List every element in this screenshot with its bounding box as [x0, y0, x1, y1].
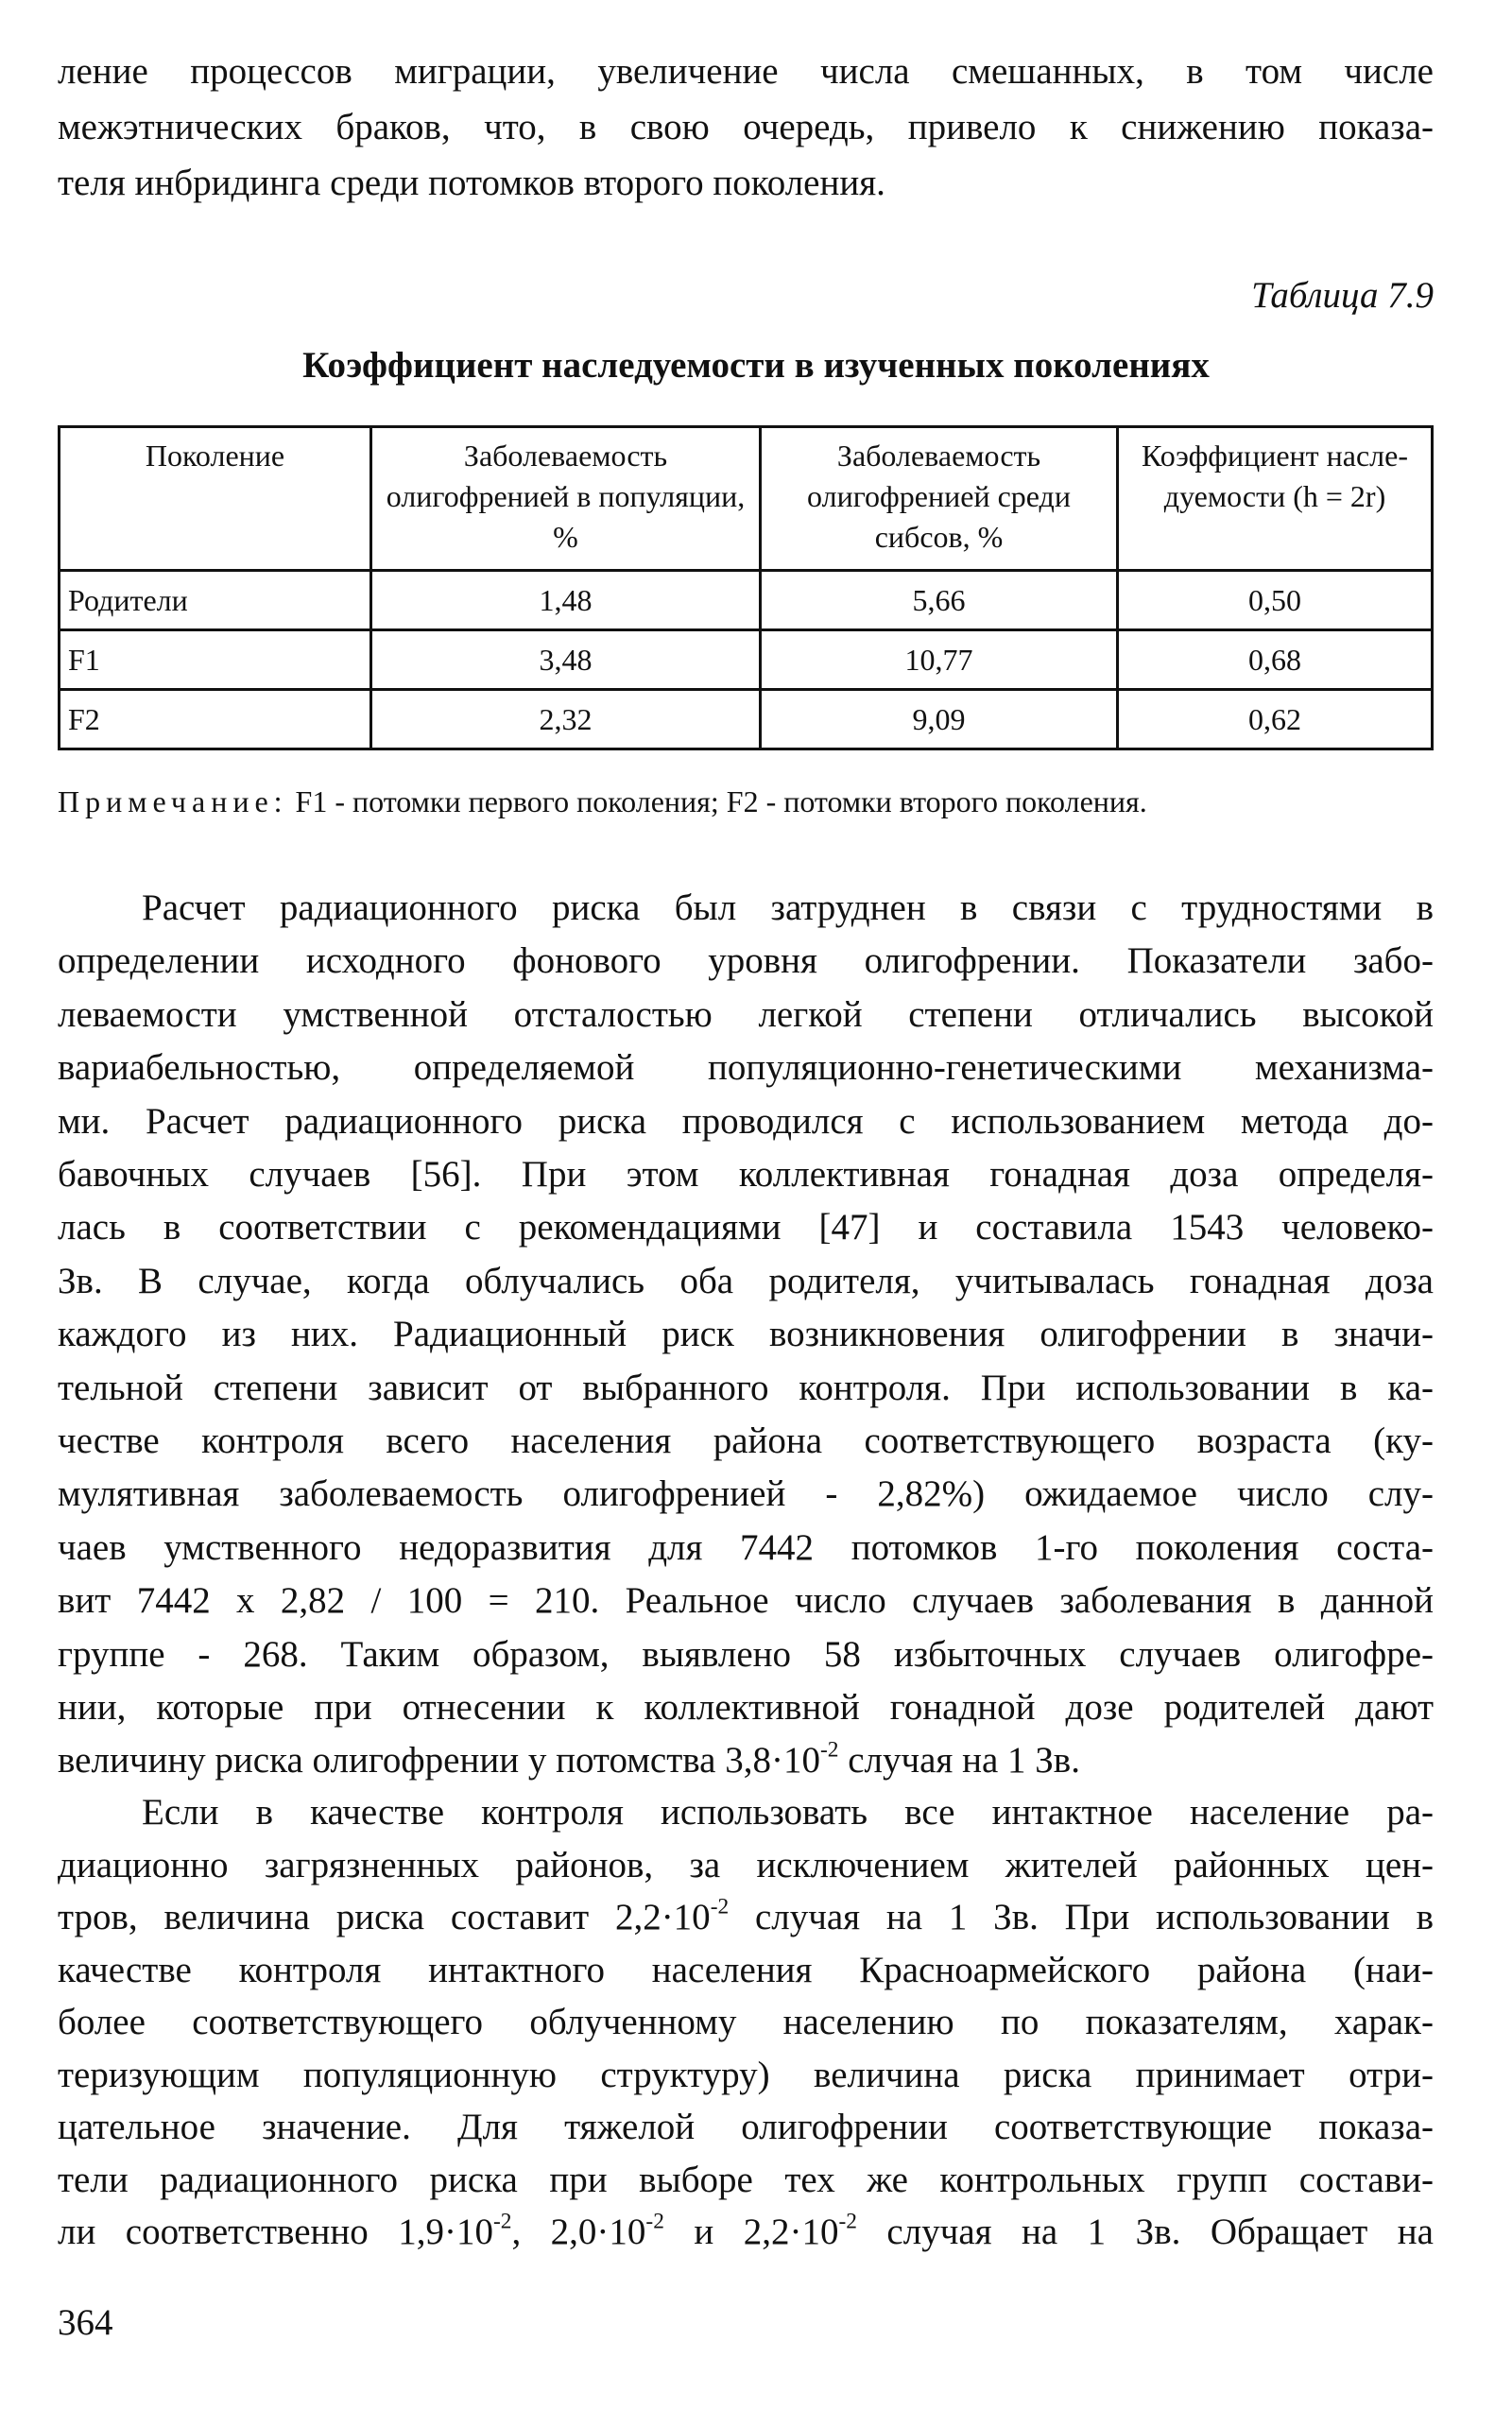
- text-segment: тели радиационного риска при выборе тех же контрольных групп состави-: [58, 2159, 1434, 2200]
- cell-population-incidence: 2,32: [371, 690, 761, 749]
- text-line: [58, 1201, 1434, 1254]
- text-line: [58, 1996, 1434, 2049]
- text-line: [58, 1734, 1434, 1787]
- table-row: [60, 571, 1433, 630]
- table-header-row: [60, 427, 1433, 571]
- text-segment: диационно загрязненных районов, за исключением жителей районных цен-: [58, 1844, 1434, 1885]
- note-text: F1 - потомки первого поколения; F2 - потомки второго поколения.: [287, 784, 1147, 818]
- text-segment: определении исходного фонового уровня олигофрении. Показатели забо-: [58, 940, 1434, 982]
- text-line: [142, 882, 1434, 935]
- text-segment: чаев умственного недоразвития для 7442 потомков 1-го поколения соста-: [58, 1526, 1434, 1568]
- cell-sibs-incidence: 10,77: [761, 630, 1118, 690]
- cell-heritability: 0,68: [1118, 630, 1433, 690]
- text-segment: случая на 1 Зв. При использовании в: [729, 1897, 1434, 1937]
- text-line: [58, 1944, 1434, 1997]
- text-line: [58, 1891, 1434, 1944]
- table-row: [60, 630, 1433, 690]
- text-segment: вит 7442 х 2,82 / 100 = 210. Реальное число случаев заболевания в данной: [58, 1580, 1434, 1622]
- page-number: 364: [58, 2302, 113, 2343]
- text-segment: Расчет радиационного риска был затруднен в связи с трудностями в: [142, 887, 1434, 928]
- text-segment: группе - 268. Таким образом, выявлено 58 избыточных случаев олигофре-: [58, 1633, 1434, 1675]
- note-label: Примечание:: [58, 784, 288, 818]
- cell-population-incidence: 1,48: [371, 571, 761, 630]
- text-segment: леваемости умственной отсталостью легкой степени отличались высокой: [58, 993, 1434, 1035]
- text-segment: ление процессов миграции, увеличение числа смешанных, в том числе: [58, 51, 1434, 92]
- heritability-table: [58, 425, 1434, 750]
- table-caption: Таблица 7.9: [1251, 275, 1434, 316]
- superscript: -2: [819, 1738, 839, 1764]
- text-line: [58, 45, 1434, 98]
- text-line: [58, 1681, 1434, 1734]
- text-segment: величину риска олигофрении у потомства 3,8·10: [58, 1740, 820, 1782]
- text-segment: Если в качестве контроля использовать все интактное население ра-: [142, 1792, 1434, 1833]
- text-segment: тельной степени зависит от выбранного контроля. При использовании в ка-: [58, 1367, 1434, 1408]
- text-segment: нии, которые при отнесении к коллективной гонадной дозе родителей дают: [58, 1687, 1434, 1728]
- text-segment: вариабельностью, определяемой популяционно-генетическими механизма-: [58, 1047, 1434, 1089]
- text-segment: случая на 1 Зв.: [838, 1740, 1080, 1782]
- text-line: [58, 1255, 1434, 1308]
- cell-generation: F2: [60, 690, 371, 749]
- text-line: [58, 1628, 1434, 1681]
- text-segment: каждого из них. Радиационный риск возникновения олигофрении в значи-: [58, 1314, 1434, 1355]
- cell-heritability: 0,50: [1118, 571, 1433, 630]
- header-population-incidence: Заболеваемость олигофренией в популяции, %: [371, 427, 761, 571]
- text-segment: лась в соответствии с рекомендациями [47] и составила 1543 человеко-: [58, 1207, 1434, 1248]
- text-line: [58, 1308, 1434, 1361]
- table-note: [58, 784, 1147, 819]
- text-segment: ли соответственно 1,9·10: [58, 2212, 493, 2252]
- text-segment: , 2,0·10: [511, 2212, 646, 2252]
- text-segment: бавочных случаев [56]. При этом коллективная гонадная доза определя-: [58, 1154, 1434, 1195]
- table-row: [60, 690, 1433, 749]
- text-segment: случая на 1 Зв. Обращает на: [856, 2212, 1434, 2252]
- text-line: [58, 157, 1434, 210]
- superscript: -2: [492, 2209, 512, 2234]
- text-segment: теля инбридинга среди потомков второго поколения.: [58, 163, 885, 203]
- text-line: [58, 1148, 1434, 1201]
- text-segment: и 2,2·10: [663, 2212, 839, 2252]
- superscript: -2: [838, 2209, 857, 2234]
- text-line: [58, 2049, 1434, 2102]
- text-segment: тров, величина риска составит 2,2·10: [58, 1897, 711, 1937]
- text-line: [58, 1095, 1434, 1148]
- text-line: [58, 2101, 1434, 2154]
- text-line: [58, 1362, 1434, 1415]
- header-sibs-incidence: Заболеваемость олигофренией среди сибсов, %: [761, 427, 1118, 571]
- text-segment: честве контроля всего населения района соответствующего возраста (ку-: [58, 1420, 1434, 1461]
- text-line: [58, 1839, 1434, 1892]
- text-line: [58, 101, 1434, 154]
- cell-heritability: 0,62: [1118, 690, 1433, 749]
- text-segment: цательное значение. Для тяжелой олигофрении соответствующие показа-: [58, 2107, 1434, 2147]
- text-line: [58, 2206, 1434, 2259]
- text-segment: мулятивная заболеваемость олигофренией - 2,82%) ожидаемое число слу-: [58, 1473, 1434, 1515]
- cell-population-incidence: 3,48: [371, 630, 761, 690]
- cell-sibs-incidence: 9,09: [761, 690, 1118, 749]
- cell-sibs-incidence: 5,66: [761, 571, 1118, 630]
- text-segment: ми. Расчет радиационного риска проводился с использованием метода до-: [58, 1100, 1434, 1142]
- text-line: [58, 935, 1434, 988]
- header-heritability: Коэффициент насле-дуемости (h = 2r): [1118, 427, 1433, 571]
- cell-generation: F1: [60, 630, 371, 690]
- text-line: [58, 1575, 1434, 1627]
- text-segment: Зв. В случае, когда облучались оба родителя, учитывалась гонадная доза: [58, 1260, 1434, 1301]
- text-line: [58, 1415, 1434, 1468]
- text-line: [58, 2154, 1434, 2207]
- header-generation: Поколение: [60, 427, 371, 571]
- text-line: [58, 1522, 1434, 1575]
- cell-generation: Родители: [60, 571, 371, 630]
- text-segment: более соответствующего облученному населению по показателям, харак-: [58, 2002, 1434, 2042]
- text-segment: межэтнических браков, что, в свою очередь, привело к снижению показа-: [58, 107, 1434, 147]
- text-line: [58, 989, 1434, 1041]
- text-segment: качестве контроля интактного населения Красноармейского района (наи-: [58, 1949, 1434, 1990]
- superscript: -2: [710, 1894, 730, 1919]
- text-line: [58, 1468, 1434, 1521]
- superscript: -2: [645, 2209, 664, 2234]
- text-line: [142, 1786, 1434, 1839]
- text-line: [58, 1041, 1434, 1094]
- table-title: Коэффициент наследуемости в изученных поколениях: [302, 345, 1210, 386]
- text-segment: теризующим популяционную структуру) величина риска принимает отри-: [58, 2054, 1434, 2095]
